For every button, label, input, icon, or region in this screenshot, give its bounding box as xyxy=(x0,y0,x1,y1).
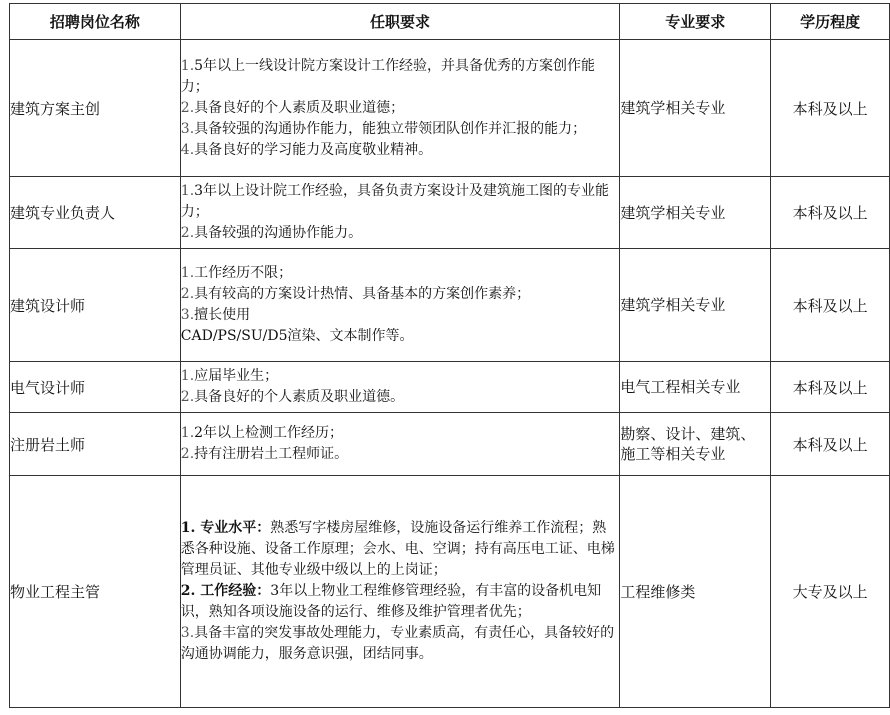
requirement-text: 3年以上设计院工作经验，具备负责方案设计及建筑施工图的专业能力； xyxy=(180,183,610,220)
requirement-item xyxy=(181,56,620,98)
requirement-text: 熟悉写字楼房屋维修，设施设备运行维养工作流程；熟悉各种设施、设备工作原理；会水、电、空调；持有高压电工证、电梯管理员证、其他专业级中级以上的上岗证； xyxy=(180,520,615,578)
education-cell: 大专及以上 xyxy=(771,476,890,708)
requirements-cell xyxy=(180,40,620,177)
requirement-item xyxy=(181,387,620,408)
requirement-text: 应届毕业生； xyxy=(194,368,279,384)
requirement-item xyxy=(181,366,620,387)
major-cell: 工程维修类 xyxy=(620,476,771,708)
requirement-number: 3. xyxy=(180,625,195,641)
header-row xyxy=(10,4,890,40)
requirement-item xyxy=(181,98,620,119)
requirements-cell xyxy=(180,362,620,413)
requirement-number: 2. xyxy=(180,389,195,405)
education-cell: 本科及以上 xyxy=(771,362,890,413)
requirement-number: 3. xyxy=(180,120,195,137)
requirement-number: 4. xyxy=(180,141,195,158)
recruitment-table xyxy=(9,3,890,708)
requirement-item xyxy=(181,326,620,347)
requirement-item xyxy=(181,263,620,284)
requirement-number: 1. xyxy=(180,368,195,384)
major-cell: 建筑学相关专业 xyxy=(620,40,771,177)
table-row xyxy=(10,362,890,413)
position-cell: 建筑专业负责人 xyxy=(10,177,181,249)
requirement-item xyxy=(181,181,620,223)
requirements-cell xyxy=(180,177,620,249)
requirement-text: 3年以上物业工程维修管理经验，有丰富的设备机电知识，熟知各项设施设备的运行、维修及维护管理者优先； xyxy=(180,583,602,620)
requirement-heading: 1. 专业水平： xyxy=(180,520,271,536)
requirement-number: 2. xyxy=(180,446,195,462)
requirement-item xyxy=(181,305,620,326)
requirement-number: 1. xyxy=(180,425,195,441)
header-requirements: 任职要求 xyxy=(180,4,620,40)
requirement-text: 具备丰富的突发事故处理能力，专业素质高，有责任心，具备较好的沟通协调能力，服务意识强，团结同事。 xyxy=(180,625,615,662)
requirement-text: 擅长使用 xyxy=(194,307,251,323)
requirement-text: 具备良好的个人素质及职业道德； xyxy=(194,99,405,116)
requirement-text: 工作经历不限； xyxy=(194,265,293,281)
requirement-text: 持有注册岩土工程师证。 xyxy=(194,446,349,462)
requirement-number: 1. xyxy=(180,57,195,74)
requirements-cell xyxy=(180,249,620,362)
requirement-number: 1. xyxy=(180,183,195,199)
table-row xyxy=(10,249,890,362)
requirement-text: 2年以上检测工作经历； xyxy=(194,425,344,441)
position-cell: 建筑设计师 xyxy=(10,249,181,362)
table-row xyxy=(10,177,890,249)
requirement-item xyxy=(181,518,620,581)
requirement-item xyxy=(181,140,620,161)
table-body xyxy=(10,40,890,708)
requirements-cell xyxy=(180,413,620,476)
requirement-heading: 2. 工作经验： xyxy=(180,583,271,599)
header-position: 招聘岗位名称 xyxy=(10,4,181,40)
major-cell: 勘察、设计、建筑、施工等相关专业 xyxy=(620,413,771,476)
requirement-item xyxy=(181,581,620,623)
requirement-number: 2. xyxy=(180,99,195,116)
position-cell: 电气设计师 xyxy=(10,362,181,413)
header-major: 专业要求 xyxy=(620,4,771,40)
education-cell: 本科及以上 xyxy=(771,249,890,362)
table-row xyxy=(10,40,890,177)
header-education: 学历程度 xyxy=(771,4,890,40)
education-cell: 本科及以上 xyxy=(771,413,890,476)
major-cell: 建筑学相关专业 xyxy=(620,249,771,362)
position-cell: 注册岩土师 xyxy=(10,413,181,476)
education-cell: 本科及以上 xyxy=(771,177,890,249)
requirement-text: 具备良好的学习能力及高度敬业精神。 xyxy=(194,141,433,158)
requirement-number: 2. xyxy=(180,286,195,302)
requirement-text: 5年以上一线设计院方案设计工作经验，并具备优秀的方案创作能力； xyxy=(180,57,596,95)
major-cell: 电气工程相关专业 xyxy=(620,362,771,413)
requirement-text: CAD/PS/SU/D5渲染、文本制作等。 xyxy=(180,328,414,344)
table-row xyxy=(10,413,890,476)
position-cell: 建筑方案主创 xyxy=(10,40,181,177)
table-row xyxy=(10,476,890,708)
requirement-item xyxy=(181,284,620,305)
requirements-cell xyxy=(180,476,620,708)
requirement-number: 2. xyxy=(180,225,195,241)
requirement-text: 具备较强的沟通协作能力，能独立带领团队创作并汇报的能力； xyxy=(194,120,587,137)
requirement-item xyxy=(181,119,620,140)
requirement-text: 具有较高的方案设计热情、具备基本的方案创作素养； xyxy=(194,286,531,302)
requirement-text: 具备良好的个人素质及职业道德。 xyxy=(194,389,405,405)
requirement-item xyxy=(181,623,620,665)
requirement-item xyxy=(181,423,620,444)
major-cell: 建筑学相关专业 xyxy=(620,177,771,249)
requirement-item xyxy=(181,223,620,244)
requirement-number: 1. xyxy=(180,265,195,281)
requirement-number: 3. xyxy=(180,307,195,323)
education-cell: 本科及以上 xyxy=(771,40,890,177)
requirement-text: 具备较强的沟通协作能力。 xyxy=(194,225,363,241)
requirement-item xyxy=(181,444,620,465)
position-cell: 物业工程主管 xyxy=(10,476,181,708)
